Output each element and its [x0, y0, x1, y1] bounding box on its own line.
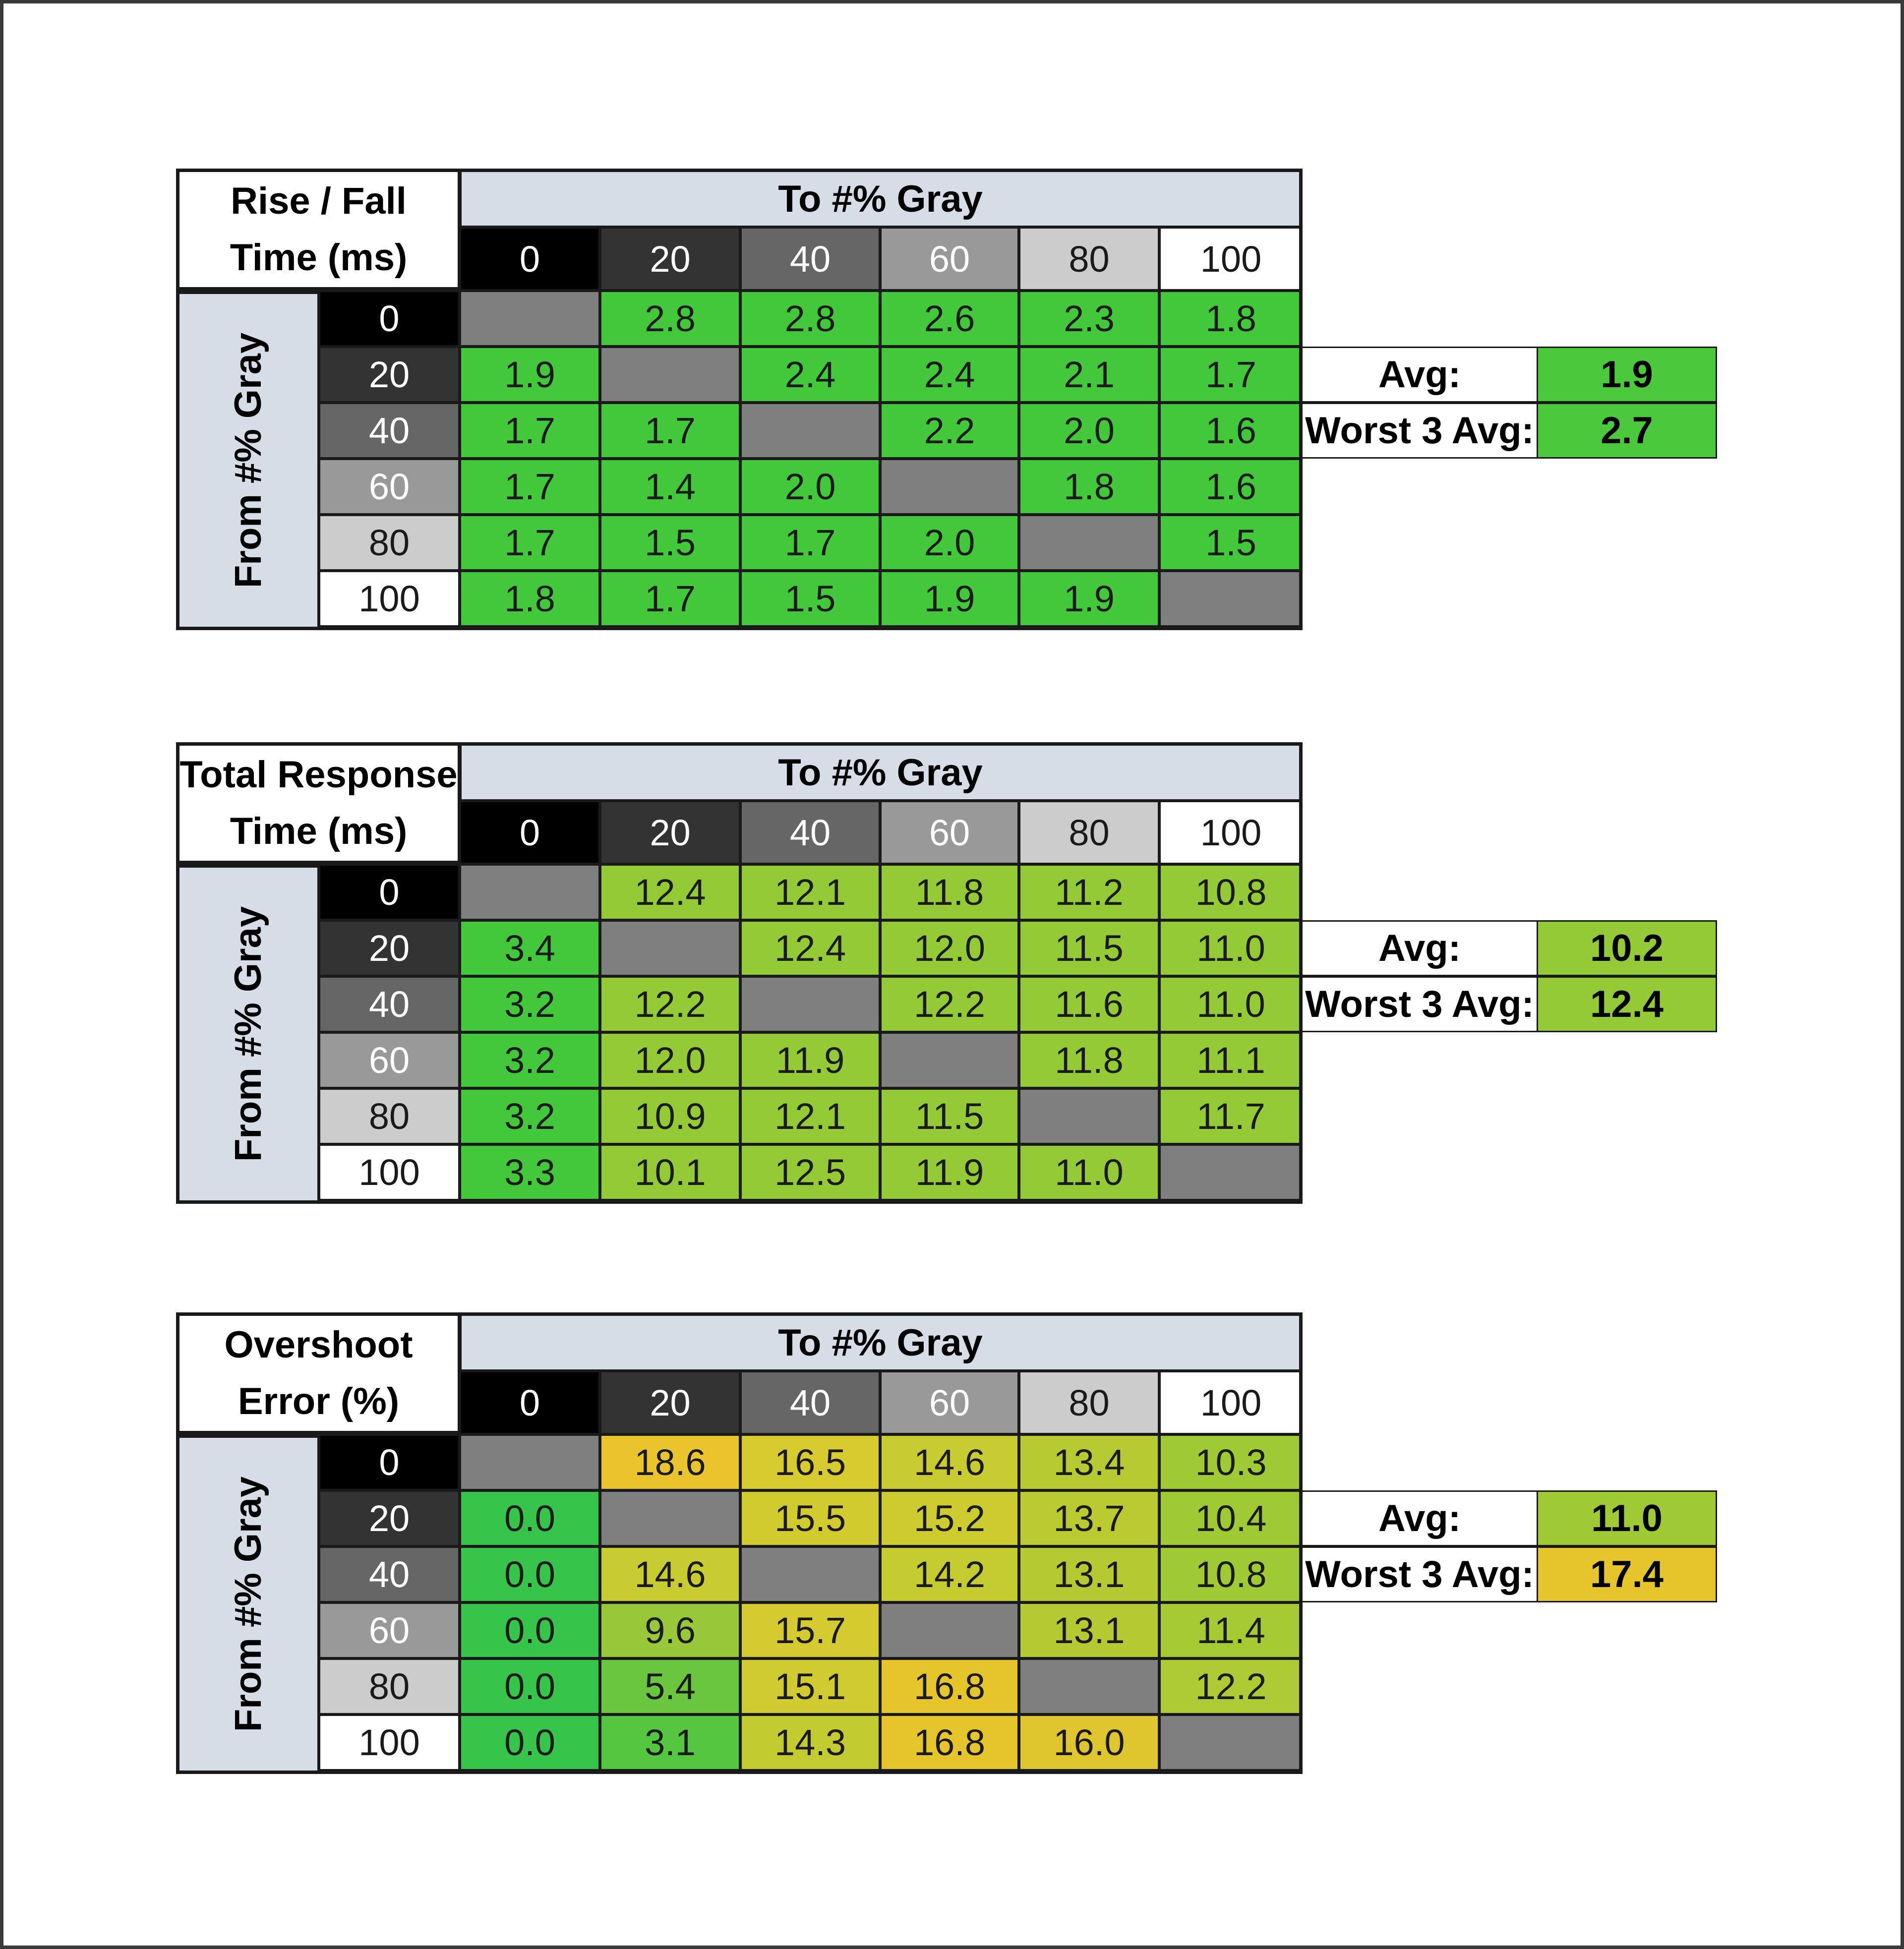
data-cell: 9.6 [600, 1602, 740, 1658]
data-cell: 12.2 [600, 976, 740, 1032]
diagonal-cell [880, 1032, 1019, 1088]
data-cell: 12.2 [1159, 1658, 1303, 1714]
data-cell: 1.8 [1159, 291, 1303, 347]
table-title [176, 169, 460, 291]
row-header-gray-60: 60 [319, 1602, 460, 1658]
data-cell: 11.7 [1159, 1088, 1303, 1144]
row-header-gray-40: 40 [319, 976, 460, 1032]
results-table [176, 1312, 1303, 1774]
row-header-gray-80: 80 [319, 1088, 460, 1144]
results-table [176, 169, 1303, 630]
data-cell: 1.7 [740, 515, 880, 571]
data-cell: 5.4 [600, 1658, 740, 1714]
avg-value: 10.2 [1537, 920, 1717, 976]
data-cell: 15.7 [740, 1602, 880, 1658]
column-header-gray-20: 20 [600, 227, 740, 291]
row-group-label: From #% Gray [227, 1476, 270, 1732]
data-cell: 13.4 [1019, 1434, 1159, 1490]
data-cell: 12.0 [600, 1032, 740, 1088]
data-cell: 1.9 [460, 347, 600, 403]
data-cell: 0.0 [460, 1546, 600, 1602]
row-header-gray-80: 80 [319, 515, 460, 571]
data-cell: 11.4 [1159, 1602, 1303, 1658]
data-cell: 2.1 [1019, 347, 1159, 403]
row-header-gray-20: 20 [319, 920, 460, 976]
diagonal-cell [740, 976, 880, 1032]
row-header-gray-0: 0 [319, 291, 460, 347]
row-header-gray-100: 100 [319, 571, 460, 627]
avg-label: Avg: [1301, 347, 1538, 403]
column-group-header: To #% Gray [460, 742, 1303, 801]
avg-value: 1.9 [1537, 347, 1717, 403]
data-cell: 11.9 [740, 1032, 880, 1088]
data-cell: 1.4 [600, 459, 740, 515]
data-cell: 1.7 [460, 515, 600, 571]
worst3-label: Worst 3 Avg: [1301, 976, 1538, 1032]
data-cell: 1.7 [460, 403, 600, 459]
row-header-gray-80: 80 [319, 1658, 460, 1714]
row-header-gray-60: 60 [319, 1032, 460, 1088]
data-cell: 10.3 [1159, 1434, 1303, 1490]
data-cell: 1.7 [460, 459, 600, 515]
data-cell: 11.8 [1019, 1032, 1159, 1088]
diagonal-cell [460, 864, 600, 920]
column-header-gray-60: 60 [880, 1371, 1019, 1434]
data-cell: 14.6 [880, 1434, 1019, 1490]
table-title-line1: Rise / Fall [231, 180, 407, 222]
data-cell: 2.3 [1019, 291, 1159, 347]
data-cell: 2.0 [880, 515, 1019, 571]
data-cell: 2.0 [1019, 403, 1159, 459]
data-cell: 2.6 [880, 291, 1019, 347]
data-cell: 3.3 [460, 1144, 600, 1200]
data-cell: 14.2 [880, 1546, 1019, 1602]
column-header-gray-40: 40 [740, 801, 880, 864]
row-header-gray-0: 0 [319, 1434, 460, 1490]
data-cell: 16.0 [1019, 1714, 1159, 1771]
row-header-gray-0: 0 [319, 864, 460, 920]
data-cell: 1.5 [600, 515, 740, 571]
diagonal-cell [740, 1546, 880, 1602]
column-header-gray-0: 0 [460, 1371, 600, 1434]
diagonal-cell [880, 1602, 1019, 1658]
diagonal-cell [460, 291, 600, 347]
data-cell: 11.5 [880, 1088, 1019, 1144]
row-header-gray-100: 100 [319, 1144, 460, 1200]
data-cell: 11.0 [1019, 1144, 1159, 1200]
data-cell: 2.4 [740, 347, 880, 403]
data-cell: 18.6 [600, 1434, 740, 1490]
row-group-header [176, 864, 319, 1204]
data-cell: 1.6 [1159, 403, 1303, 459]
data-cell: 11.1 [1159, 1032, 1303, 1088]
table-title-line2: Error (%) [238, 1380, 400, 1422]
column-header-gray-40: 40 [740, 227, 880, 291]
data-cell: 0.0 [460, 1490, 600, 1546]
avg-label: Avg: [1301, 920, 1538, 976]
data-cell: 1.9 [1019, 571, 1159, 627]
diagonal-cell [460, 1434, 600, 1490]
data-cell: 12.1 [740, 1088, 880, 1144]
data-cell: 11.9 [880, 1144, 1019, 1200]
data-cell: 11.8 [880, 864, 1019, 920]
data-cell: 10.4 [1159, 1490, 1303, 1546]
column-group-header: To #% Gray [460, 1312, 1303, 1371]
row-group-header [176, 1434, 319, 1774]
column-header-gray-80: 80 [1019, 801, 1159, 864]
data-cell: 2.0 [740, 459, 880, 515]
column-header-gray-80: 80 [1019, 1371, 1159, 1434]
diagonal-cell [600, 1490, 740, 1546]
data-cell: 13.1 [1019, 1602, 1159, 1658]
data-cell: 2.8 [600, 291, 740, 347]
data-cell: 15.2 [880, 1490, 1019, 1546]
data-cell: 1.9 [880, 571, 1019, 627]
data-cell: 1.7 [1159, 347, 1303, 403]
data-cell: 12.1 [740, 864, 880, 920]
data-cell: 11.5 [1019, 920, 1159, 976]
data-cell: 12.0 [880, 920, 1019, 976]
data-cell: 3.2 [460, 1032, 600, 1088]
diagonal-cell [1019, 1088, 1159, 1144]
row-group-label: From #% Gray [227, 332, 270, 589]
row-group-label: From #% Gray [227, 906, 270, 1162]
data-cell: 14.6 [600, 1546, 740, 1602]
data-cell: 16.8 [880, 1714, 1019, 1771]
table-title-line2: Time (ms) [230, 810, 408, 852]
row-header-gray-20: 20 [319, 1490, 460, 1546]
column-header-gray-100: 100 [1159, 801, 1303, 864]
data-cell: 3.2 [460, 1088, 600, 1144]
row-header-gray-100: 100 [319, 1714, 460, 1771]
avg-label: Avg: [1301, 1490, 1538, 1546]
row-header-gray-40: 40 [319, 1546, 460, 1602]
worst3-label: Worst 3 Avg: [1301, 1546, 1538, 1602]
data-cell: 3.4 [460, 920, 600, 976]
data-cell: 11.6 [1019, 976, 1159, 1032]
diagonal-cell [880, 459, 1019, 515]
worst3-value: 2.7 [1537, 403, 1717, 459]
data-cell: 2.2 [880, 403, 1019, 459]
data-cell: 16.5 [740, 1434, 880, 1490]
data-cell: 10.1 [600, 1144, 740, 1200]
row-group-header [176, 291, 319, 630]
data-cell: 3.1 [600, 1714, 740, 1771]
table-title-line1: Overshoot [224, 1324, 413, 1366]
column-header-gray-60: 60 [880, 801, 1019, 864]
diagonal-cell [600, 347, 740, 403]
data-cell: 16.8 [880, 1658, 1019, 1714]
data-cell: 10.8 [1159, 1546, 1303, 1602]
column-header-gray-20: 20 [600, 1371, 740, 1434]
data-cell: 0.0 [460, 1714, 600, 1771]
diagonal-cell [1019, 515, 1159, 571]
table-title [176, 742, 460, 864]
data-cell: 0.0 [460, 1602, 600, 1658]
data-cell: 14.3 [740, 1714, 880, 1771]
data-cell: 13.7 [1019, 1490, 1159, 1546]
data-cell: 10.9 [600, 1088, 740, 1144]
data-cell: 10.8 [1159, 864, 1303, 920]
data-cell: 0.0 [460, 1658, 600, 1714]
data-cell: 12.5 [740, 1144, 880, 1200]
data-cell: 11.2 [1019, 864, 1159, 920]
column-header-gray-0: 0 [460, 227, 600, 291]
table-title-line2: Time (ms) [230, 236, 408, 279]
column-header-gray-100: 100 [1159, 1371, 1303, 1434]
diagonal-cell [1159, 1144, 1303, 1200]
data-cell: 15.5 [740, 1490, 880, 1546]
data-cell: 1.8 [460, 571, 600, 627]
row-header-gray-60: 60 [319, 459, 460, 515]
data-cell: 3.2 [460, 976, 600, 1032]
data-cell: 11.0 [1159, 920, 1303, 976]
diagonal-cell [1159, 571, 1303, 627]
avg-value: 11.0 [1537, 1490, 1717, 1546]
column-group-header: To #% Gray [460, 169, 1303, 227]
column-header-gray-80: 80 [1019, 227, 1159, 291]
data-cell: 12.4 [600, 864, 740, 920]
row-header-gray-20: 20 [319, 347, 460, 403]
column-header-gray-0: 0 [460, 801, 600, 864]
data-cell: 13.1 [1019, 1546, 1159, 1602]
data-cell: 1.6 [1159, 459, 1303, 515]
data-cell: 15.1 [740, 1658, 880, 1714]
data-cell: 2.4 [880, 347, 1019, 403]
table-title-line1: Total Response [179, 754, 458, 796]
results-table [176, 742, 1303, 1204]
column-header-gray-40: 40 [740, 1371, 880, 1434]
table-title [176, 1312, 460, 1434]
data-cell: 11.0 [1159, 976, 1303, 1032]
worst3-value: 17.4 [1537, 1546, 1717, 1602]
worst3-value: 12.4 [1537, 976, 1717, 1032]
data-cell: 1.8 [1019, 459, 1159, 515]
data-cell: 1.7 [600, 403, 740, 459]
diagonal-cell [1019, 1658, 1159, 1714]
column-header-gray-60: 60 [880, 227, 1019, 291]
data-cell: 1.7 [600, 571, 740, 627]
column-header-gray-20: 20 [600, 801, 740, 864]
worst3-label: Worst 3 Avg: [1301, 403, 1538, 459]
column-header-gray-100: 100 [1159, 227, 1303, 291]
row-header-gray-40: 40 [319, 403, 460, 459]
diagonal-cell [1159, 1714, 1303, 1771]
data-cell: 12.4 [740, 920, 880, 976]
data-cell: 1.5 [1159, 515, 1303, 571]
data-cell: 1.5 [740, 571, 880, 627]
data-cell: 12.2 [880, 976, 1019, 1032]
diagonal-cell [600, 920, 740, 976]
data-cell: 2.8 [740, 291, 880, 347]
diagonal-cell [740, 403, 880, 459]
